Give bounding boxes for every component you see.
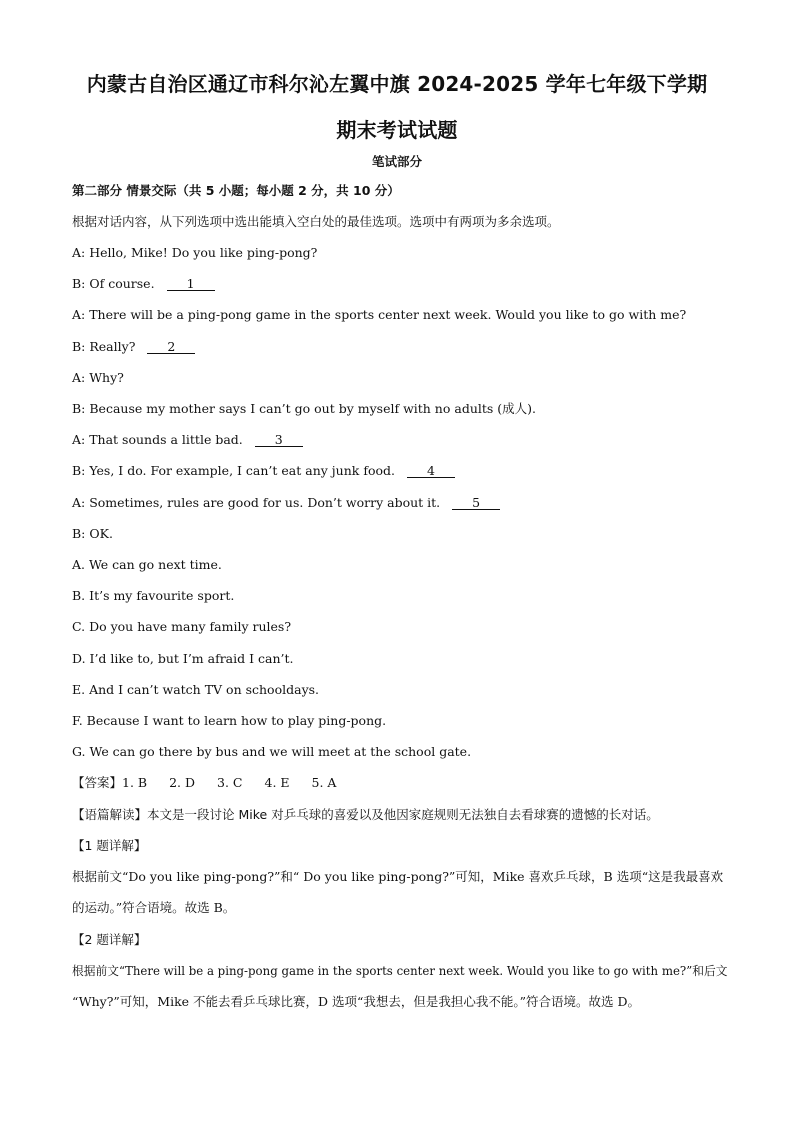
- option-item: G. We can go there by bus and we will meet at the school gate.: [72, 744, 472, 759]
- option-item: F. Because I want to learn how to play ping-pong.: [72, 713, 387, 728]
- passage-interpretation: [72, 807, 659, 823]
- option-item: D. I’d like to, but I’m afraid I can’t.: [72, 651, 294, 666]
- passage-text: 本文是一段讨论 Mike 对乒乓球的喜爱以及他因家庭规则无法独自去看球赛的遗憾的长对话。: [147, 807, 659, 822]
- answer-blank: 4: [407, 464, 455, 478]
- detail1-text-line2: 的运动。”符合语境。故选 B。: [72, 900, 236, 915]
- detail1-text-line1: 根据前文“Do you like ping-pong?”和“ Do you like ping-pong?”可知，Mike 喜欢乒乓球，B 选项“这是我最喜欢: [72, 869, 724, 884]
- detail1-label: 【1 题详解】: [72, 838, 147, 853]
- dialogue-line: [72, 463, 455, 479]
- detail2-text-line2: “Why?”可知，Mike 不能去看乒乓球比赛，D 选项“我想去，但是我担心我不能。”符合语境。故选 D。: [72, 994, 641, 1009]
- dialogue-line: [72, 245, 317, 261]
- answer-item: 4. E: [264, 775, 290, 790]
- dialogue-text: B: OK.: [72, 526, 113, 541]
- answer-blank: 5: [452, 496, 500, 510]
- answer-blank: 1: [167, 277, 215, 291]
- dialogue-line: [72, 401, 536, 417]
- answer-line: [72, 775, 336, 791]
- dialogue-text: B: Really?: [72, 339, 136, 354]
- dialogue-text: A: Why?: [72, 370, 124, 385]
- dialogue-text: A: Hello, Mike! Do you like ping-pong?: [72, 245, 318, 260]
- instruction-text: 根据对话内容，从下列选项中选出能填入空白处的最佳选项。选项中有两项为多余选项。: [72, 214, 560, 229]
- dialogue-line: [72, 495, 500, 511]
- dialogue-line: [72, 339, 195, 355]
- answer-item: 5. A: [311, 775, 337, 790]
- answer-blank: 3: [255, 433, 303, 447]
- answer-label: 【答案】: [72, 775, 123, 790]
- dialogue-text: A: That sounds a little bad.: [72, 432, 243, 447]
- dialogue-text: B: Because my mother says I can’t go out by myself with no adults (成人).: [72, 401, 537, 416]
- dialogue-text: B: Yes, I do. For example, I can’t eat any junk food.: [72, 463, 395, 478]
- option-item: A. We can go next time.: [72, 557, 222, 572]
- option-item: E. And I can’t watch TV on schooldays.: [72, 682, 320, 697]
- detail2-text-line1: 根据前文“There will be a ping-pong game in the sports center next week. Would you like to go with me?”和后文: [72, 964, 728, 978]
- answer-item: 1. B: [122, 775, 148, 790]
- answer-item: 3. C: [217, 775, 243, 790]
- dialogue-line: [72, 432, 303, 448]
- section-subtitle: 笔试部分: [371, 154, 422, 169]
- section-header: 第二部分 情景交际（共 5 小题；每小题 2 分，共 10 分）: [72, 183, 400, 198]
- dialogue-line: [72, 370, 124, 386]
- page-title-line2: 期末考试试题: [336, 118, 458, 142]
- option-item: B. It’s my favourite sport.: [72, 588, 235, 603]
- answer-blank: 2: [147, 340, 195, 354]
- detail2-label: 【2 题详解】: [72, 932, 147, 947]
- dialogue-line: [72, 276, 215, 292]
- page-title-line1: 内蒙古自治区通辽市科尔沁左翼中旗 2024-2025 学年七年级下学期: [86, 72, 708, 96]
- answer-item: 2. D: [169, 775, 196, 790]
- dialogue-text: A: There will be a ping-pong game in the sports center next week. Would you like to go with me?: [72, 307, 687, 322]
- passage-label: 【语篇解读】: [72, 807, 148, 822]
- dialogue-line: [72, 307, 686, 323]
- dialogue-text: A: Sometimes, rules are good for us. Don’t worry about it.: [72, 495, 441, 510]
- dialogue-text: B: Of course.: [72, 276, 155, 291]
- dialogue-line: [72, 526, 113, 542]
- option-item: C. Do you have many family rules?: [72, 619, 292, 634]
